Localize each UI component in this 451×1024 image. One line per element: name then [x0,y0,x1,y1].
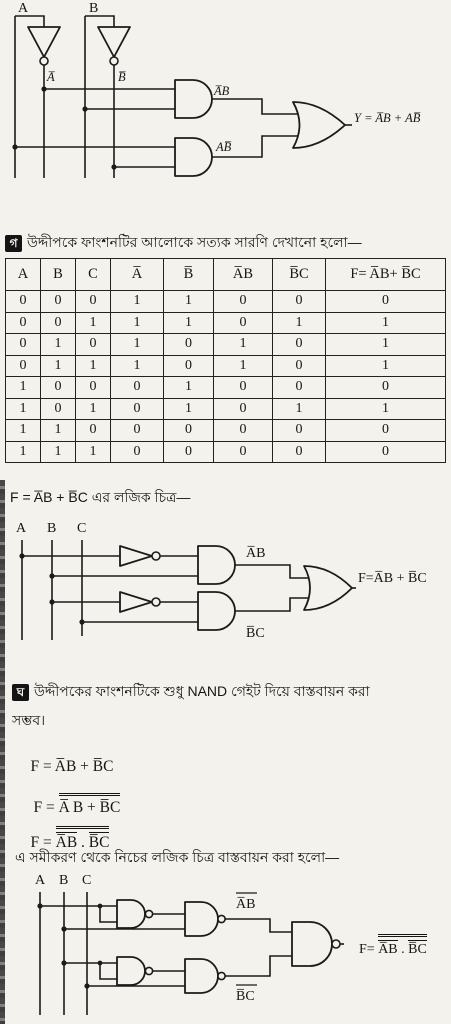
table-row [6,377,446,399]
table-cell: 0 [6,291,41,313]
table-row [6,334,446,356]
table-cell: 1 [326,312,446,334]
junction-dot [19,553,24,558]
circuit-3-wires [40,892,344,1015]
table-cell: 1 [326,355,446,377]
wire [225,919,292,932]
truth-table [5,258,446,463]
table-cell: 1 [111,312,164,334]
nand-gate-body [117,957,145,985]
table-cell: 0 [214,420,273,442]
circuit-1-wires [15,16,352,178]
table-cell: 1 [111,355,164,377]
junction-dot [84,983,89,988]
table-cell: 0 [111,441,164,463]
table-cell: 0 [164,441,214,463]
equation-lhs: F = [30,758,55,775]
table-cell: 1 [41,420,76,442]
table-cell: 0 [214,377,273,399]
circuit-2-caption: F = A̅B + B̅C এর লজিক চিত্র— [10,489,191,505]
not-gate-body [120,546,152,566]
and-2-output-label: AB̅ [216,140,232,154]
junction-dot [79,619,84,624]
inverter-bubble [218,915,225,922]
inverter-bubble [152,598,160,606]
table-row [6,398,446,420]
nand-output-label [345,918,427,974]
junction-dot [98,904,103,909]
table-cell: 0 [76,334,111,356]
circuit-2-diagram [0,510,451,650]
table-cell: 0 [41,377,76,399]
circuit-3-caption: এ সমীকরণ থেকে নিচের লজিক চিত্র বাস্তবায়ন করা হলো— [15,849,340,865]
nand-gate-3 [117,957,153,985]
inverter-bubble [145,910,152,917]
junction-dot [98,961,103,966]
nand-gate-body [117,900,145,928]
table-cell: 0 [326,291,446,313]
inverter-bubble [40,57,48,65]
table-cell: 1 [326,398,446,420]
table-header-cell: A [6,259,41,291]
equation-rhs: A̅ B + B̅C [59,793,121,817]
and-1-output-label: A̅B [246,546,266,561]
or-gate [293,102,345,148]
table-cell: 1 [6,441,41,463]
table-cell: 0 [111,398,164,420]
input-label-c: C [77,521,87,536]
table-header-cell: B [41,259,76,291]
not-gate-body [98,27,130,57]
wire [85,16,114,27]
wire [235,565,309,578]
input-label-b: B [89,1,99,16]
nand-gate-4 [185,959,225,993]
output-operator: . [397,942,409,957]
equation-term-1: A̅B [55,834,78,851]
input-label-a: A [35,873,46,888]
table-cell: 0 [273,377,326,399]
circuit-1-diagram [0,0,451,205]
junction-dot [111,164,116,169]
section-gha-badge: ঘ [12,684,29,701]
table-cell: 1 [41,334,76,356]
equation-operator: . [77,834,89,851]
table-cell: 0 [41,398,76,420]
table-cell: 1 [214,334,273,356]
table-cell: 1 [76,441,111,463]
table-cell: 0 [6,334,41,356]
table-cell: 0 [273,291,326,313]
table-cell: 1 [6,377,41,399]
nand-gate-body [185,959,218,993]
and-gate-2 [198,592,235,630]
table-cell: 1 [164,312,214,334]
table-header-cell: F= A̅B+ B̅C [326,259,446,291]
input-label-a: A [16,521,27,536]
table-row [6,420,446,442]
table-cell: 1 [76,312,111,334]
wire [15,16,44,27]
nand-gate-body [292,922,332,966]
inverter-bubble [332,940,340,948]
table-cell: 0 [6,312,41,334]
table-row [6,291,446,313]
not-gate-body [28,27,60,57]
circuit-2-wires [22,540,356,640]
table-cell: 1 [76,355,111,377]
not-a-label: A̅ [47,70,55,84]
table-cell: 1 [164,291,214,313]
section-gha-text-line-2: সম্ভব। [12,712,46,728]
output-term-1: A̅B [378,942,398,957]
table-cell: 1 [41,441,76,463]
table-cell: 0 [111,420,164,442]
table-cell: 1 [326,334,446,356]
and-1-output-label: A̅B [214,84,230,98]
not-gate-a [28,27,60,65]
table-header-cell: A̅ [111,259,164,291]
table-cell: 1 [111,291,164,313]
section-ga-badge: গ [5,235,22,252]
table-row [6,441,446,463]
table-cell: 0 [76,377,111,399]
wire [225,956,292,976]
table-cell: 0 [41,312,76,334]
table-row [6,355,446,377]
wire [212,99,298,114]
output-prefix: F= [359,942,379,957]
table-cell: 1 [76,398,111,420]
table-cell: 0 [214,441,273,463]
equation-rhs: A̅B + B̅C [54,758,114,775]
nand-gate-body [185,902,218,936]
table-cell: 0 [76,291,111,313]
input-label-a: A [18,1,29,16]
table-cell: 0 [164,420,214,442]
output-term-2: B̅C [408,942,427,957]
junction-dot [61,960,66,965]
nand-gate-2 [185,902,225,936]
table-cell: 1 [273,312,326,334]
table-header-row [6,259,446,291]
not-gate-a [120,546,160,566]
table-row [6,312,446,334]
table-cell: 0 [214,312,273,334]
table-header-cell: C [76,259,111,291]
table-cell: 1 [273,398,326,420]
table-header-cell: A̅B [214,259,273,291]
section-ga-heading [5,231,445,255]
junction-dot [49,599,54,604]
wire [100,906,117,922]
and-gate-1 [198,546,235,584]
equation-term-2: B̅C [88,834,110,851]
input-label-c: C [82,873,92,888]
or-output-label: F=A̅B + B̅C [358,571,427,586]
table-cell: 0 [273,334,326,356]
nand-2-output-label: A̅B [236,897,256,912]
and-gate-2 [175,138,212,176]
table-cell: 0 [273,420,326,442]
section-gha-heading [12,680,444,704]
wire [235,598,309,611]
table-cell: 1 [41,355,76,377]
inverter-bubble [145,967,152,974]
table-cell: 0 [164,334,214,356]
table-cell: 0 [273,441,326,463]
not-b-label: B̅ [118,70,126,84]
inverter-bubble [110,57,118,65]
junction-dot [37,903,42,908]
output-expression [378,934,427,958]
inverter-bubble [152,552,160,560]
section-gha-text-line-1: উদ্দীপকের ফাংশনটিকে শুধু NAND গেইট দিয়ে বাস্তবায়ন করা [34,683,370,699]
and-gate-1 [175,80,212,118]
or-output-label: Y = A̅B + AB̅ [354,111,421,125]
table-cell: 0 [6,355,41,377]
table-cell: 1 [164,398,214,420]
table-cell: 0 [164,355,214,377]
input-label-b: B [47,521,57,536]
table-header-cell: B̅ [164,259,214,291]
not-gate-body [120,592,152,612]
table-cell: 0 [326,377,446,399]
table-header-cell: B̅C [273,259,326,291]
and-2-output-label: B̅C [246,626,265,641]
equation-lhs: F = [30,834,56,851]
table-cell: 1 [6,398,41,420]
inverter-bubble [218,972,225,979]
table-cell: 0 [326,420,446,442]
equation-lhs: F = [33,799,59,816]
junction-dot [41,86,46,91]
nand-gate-output [292,922,340,966]
wire [100,963,117,979]
table-cell: 1 [6,420,41,442]
table-cell: 0 [214,398,273,420]
table-cell: 0 [214,291,273,313]
not-gate-b [98,27,130,65]
table-cell: 1 [164,377,214,399]
junction-dot [12,144,17,149]
nand-gate-1 [117,900,153,928]
table-cell: 0 [326,441,446,463]
nand-4-output-label: B̅C [236,989,255,1004]
not-gate-b [120,592,160,612]
table-cell: 0 [76,420,111,442]
table-cell: 1 [111,334,164,356]
table-cell: 0 [273,355,326,377]
section-ga-text: উদ্দীপকে ফাংশনটির আলোকে সত্যক সারণি দেখানো হলো— [27,234,362,250]
or-gate [304,566,352,610]
junction-dot [49,573,54,578]
input-label-b: B [59,873,69,888]
table-cell: 1 [214,355,273,377]
table-cell: 0 [111,377,164,399]
junction-dot [61,926,66,931]
table-cell: 0 [41,291,76,313]
junction-dot [82,106,87,111]
